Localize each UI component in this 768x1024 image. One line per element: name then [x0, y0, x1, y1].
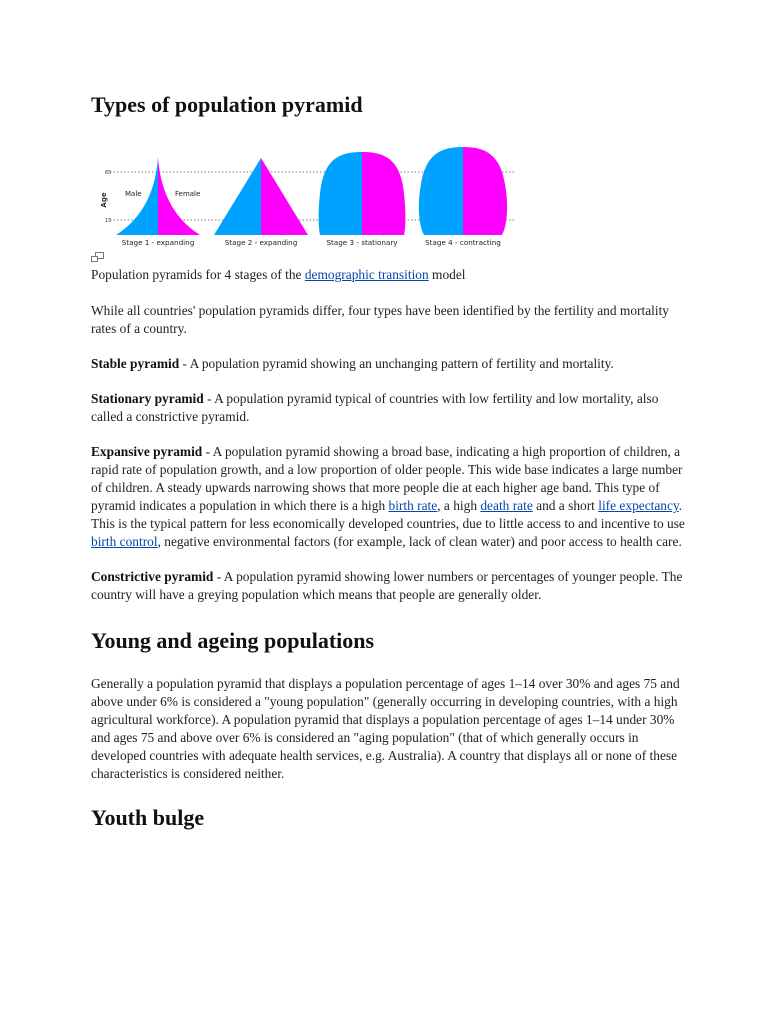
stationary-paragraph	[91, 390, 686, 426]
stage2-label: Stage 2 - expanding	[224, 238, 298, 248]
stage2-male-shape	[214, 158, 261, 235]
expansive-text-2: , a high	[437, 498, 481, 514]
demographic-transition-link[interactable]: demographic transition	[304, 267, 429, 283]
section-heading-youth-bulge: Youth bulge	[91, 804, 205, 830]
caption-text-end: model	[428, 267, 466, 283]
birth-control-link[interactable]: birth control	[91, 534, 158, 550]
stage4-male-shape	[419, 147, 463, 235]
constrictive-term: Constrictive pyramid	[91, 569, 214, 585]
tick-65: 65	[105, 170, 112, 177]
birth-rate-link[interactable]: birth rate	[388, 498, 438, 514]
article-content	[91, 92, 686, 831]
age-axis-label: Age	[100, 192, 108, 208]
constrictive-text: - A population pyramid showing lower numbers or percentages of younger people. The country will have a greying population which means that people are generally older.	[91, 569, 683, 603]
expansive-text-4: . This is the typical pattern for less economically developed countries, due to little access to and incentive to use	[91, 498, 685, 532]
section-heading-types: Types of population pyramid	[91, 92, 363, 117]
section-heading-young-ageing: Young and ageing populations	[91, 628, 375, 654]
expansive-text-5: , negative environmental factors (for example, lack of clean water) and poor access to health care.	[157, 534, 682, 550]
enlarge-link[interactable]	[91, 250, 686, 262]
caption-text: Population pyramids for 4 stages of the	[91, 267, 305, 283]
magnify-clip-icon[interactable]	[91, 252, 105, 263]
pyramid-diagram	[96, 146, 516, 248]
male-label: Male	[125, 190, 142, 199]
stage2-female-shape	[261, 158, 308, 235]
female-label: Female	[175, 190, 201, 199]
figure-caption	[91, 266, 686, 284]
young-ageing-paragraph: Generally a population pyramid that displays a population percentage of ages 1–14 over 30% and ages 75 and above under 6% is considered a "young population" (generally occurring in developing countries, with a high agricultural workforce). A population pyramid that displays a population percentage of ages 1–14 under 30% and ages 75 and above over 6% is considered an "aging population" (that of which generally occurs in developed countries with adequate health services, e.g. Australia). A country that displays all or none of these characteristics is considered neither.	[91, 675, 680, 781]
stage4-label: Stage 4 - contracting	[425, 238, 501, 248]
constrictive-paragraph	[91, 568, 686, 604]
stable-paragraph	[91, 355, 686, 373]
pyramid-figure	[96, 146, 516, 248]
stationary-text: - A population pyramid typical of countries with low fertility and low mortality, also called a constrictive pyramid.	[91, 391, 659, 425]
death-rate-link[interactable]: death rate	[480, 498, 533, 514]
tick-15: 15	[105, 218, 112, 225]
stable-term: Stable pyramid	[91, 356, 180, 372]
stage3-label: Stage 3 - stationary	[326, 238, 398, 248]
stage1-label: Stage 1 - expanding	[121, 238, 195, 248]
expansive-text-3: and a short	[532, 498, 599, 514]
expansive-paragraph	[91, 443, 686, 551]
stage4-female-shape	[463, 147, 507, 235]
expansive-term: Expansive pyramid	[91, 444, 203, 460]
stage3-female-shape	[362, 152, 405, 235]
stationary-term: Stationary pyramid	[91, 391, 204, 407]
stable-text: - A population pyramid showing an unchanging pattern of fertility and mortality.	[179, 356, 614, 372]
life-expectancy-link[interactable]: life expectancy	[598, 498, 679, 514]
expansive-text-1: - A population pyramid showing a broad base, indicating a high proportion of children, a rapid rate of population growth, and a low proportion of older people. This wide base indicates a large number of children. A steady upwards narrowing shows that more people die at each higher age band. This type of pyramid indicates a population in which there is a high	[91, 444, 683, 514]
intro-paragraph: While all countries' population pyramids differ, four types have been identified by the fertility and mortality rates of a country.	[91, 303, 670, 337]
stage3-male-shape	[319, 152, 362, 235]
